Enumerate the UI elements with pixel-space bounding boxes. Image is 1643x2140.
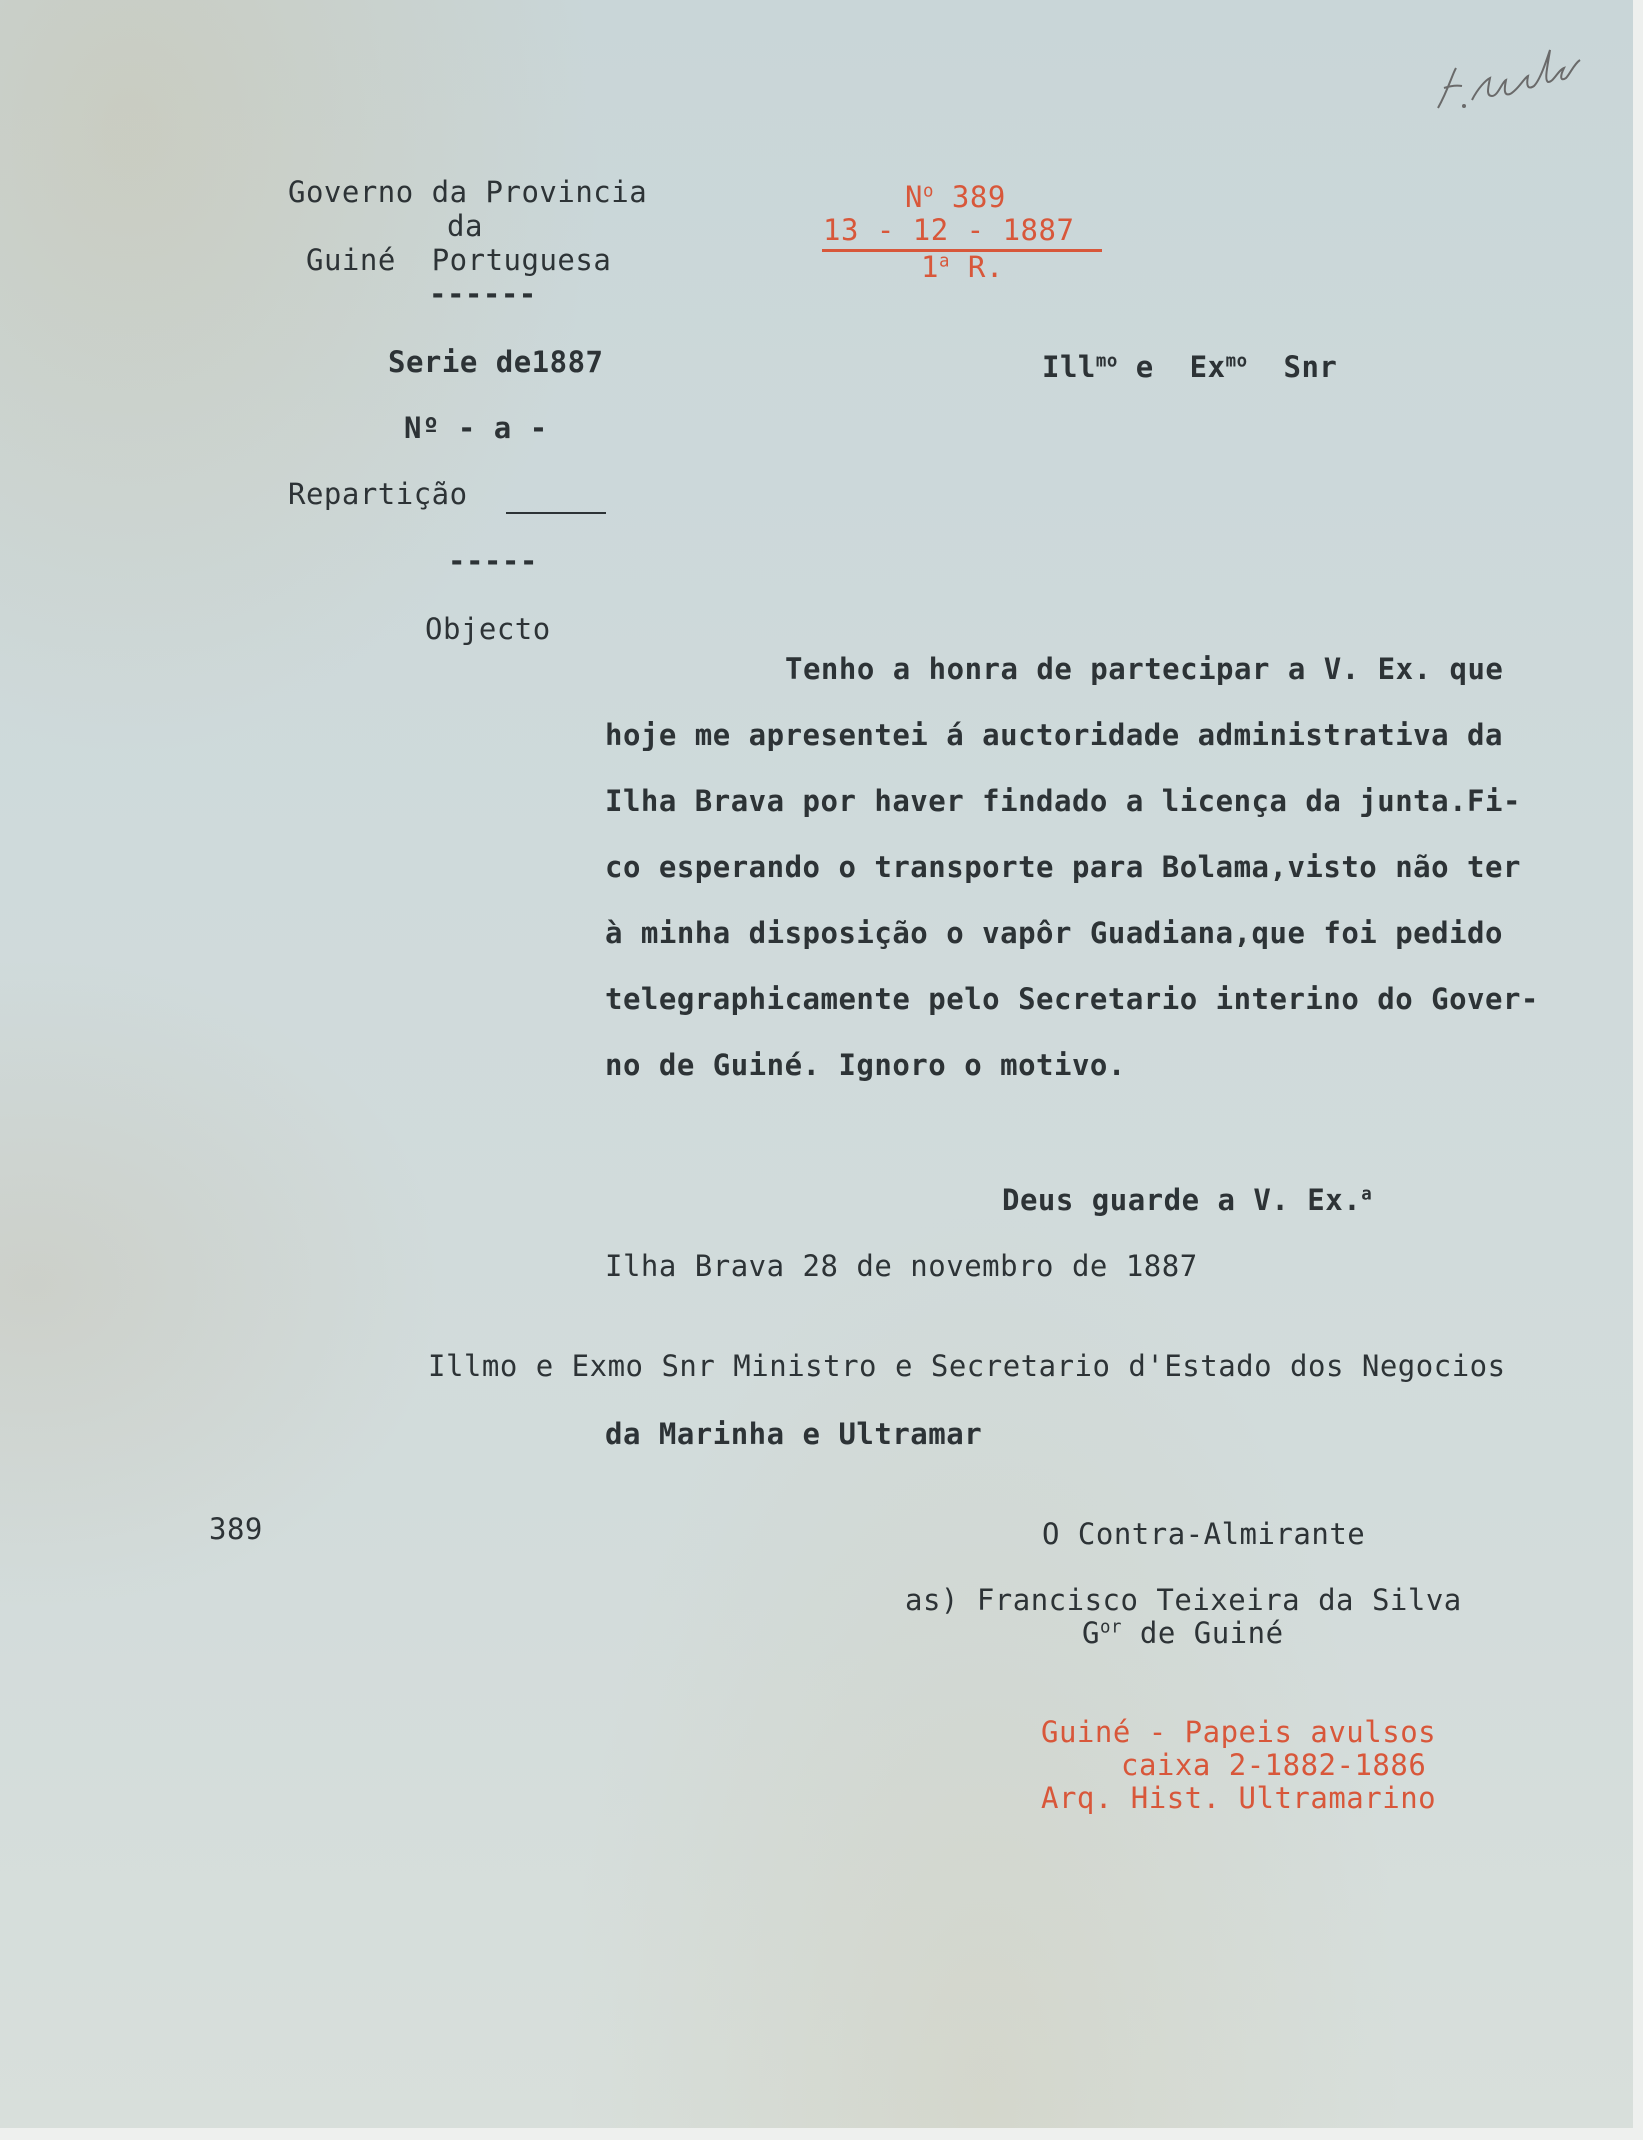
place-date: Ilha Brava 28 de novembro de 1887: [605, 1249, 1198, 1283]
reparticao-blank: [506, 512, 606, 514]
archive-line-3: Arq. Hist. Ultramarino: [1041, 1781, 1437, 1815]
objecto-label: Objecto: [425, 612, 551, 646]
addressee-line-1: Illmo e Exmo Snr Ministro e Secretario d'Estado dos Negocios: [428, 1349, 1506, 1383]
archive-line-2: caixa 2-1882-1886: [1121, 1748, 1427, 1782]
divider-dashes: -----: [448, 544, 538, 578]
body-line-1: Tenho a honra de partecipar a V. Ex. que: [785, 652, 1504, 686]
page-number: 389: [209, 1512, 263, 1546]
header-province: Governo da Provincia: [288, 175, 648, 209]
scan-border-bottom: [0, 2128, 1643, 2140]
archive-line-1: Guiné - Papeis avulsos: [1041, 1715, 1437, 1749]
handwritten-initials: [1430, 30, 1590, 130]
body-line-3: Ilha Brava por haver findado a licença da junta.Fi-: [605, 784, 1521, 818]
scan-border-right: [1633, 0, 1643, 2140]
salutation: Ill$^{mo}$ e $Ex^{mo}$ Snr: [1042, 350, 1338, 384]
header-guine: Guiné Portuguesa: [306, 243, 612, 277]
reference-date: 13 - 12 - 1887: [823, 213, 1075, 247]
signature-role: $G^{or}$ de Guiné: [1082, 1616, 1284, 1650]
reference-r: 1$^a$ R.: [921, 250, 1004, 284]
no-line: Nº - a -: [404, 411, 548, 445]
serie-line: Serie de1887: [388, 345, 604, 379]
body-line-6: telegraphicamente pelo Secretario interino do Gover-: [605, 982, 1539, 1016]
signature-title: O Contra-Almirante: [1042, 1517, 1366, 1551]
header-dashes: ------: [429, 277, 537, 311]
body-line-2: hoje me apresentei á auctoridade administrativa da: [605, 718, 1503, 752]
reference-number: $N^o$ 389: [905, 180, 1006, 214]
header-da: da: [447, 209, 483, 243]
body-line-7: no de Guiné. Ignoro o motivo.: [605, 1048, 1126, 1082]
signature-name: as) Francisco Teixeira da Silva: [905, 1583, 1462, 1617]
addressee-line-2: da Marinha e Ultramar: [605, 1417, 983, 1451]
closing-line: Deus guarde a V. Ex.$^a$: [1002, 1183, 1373, 1217]
body-line-5: à minha disposição o vapôr Guadiana,que foi pedido: [605, 916, 1503, 950]
reparticao-label: Repartição: [288, 477, 468, 511]
body-line-4: co esperando o transporte para Bolama,visto não ter: [605, 850, 1521, 884]
